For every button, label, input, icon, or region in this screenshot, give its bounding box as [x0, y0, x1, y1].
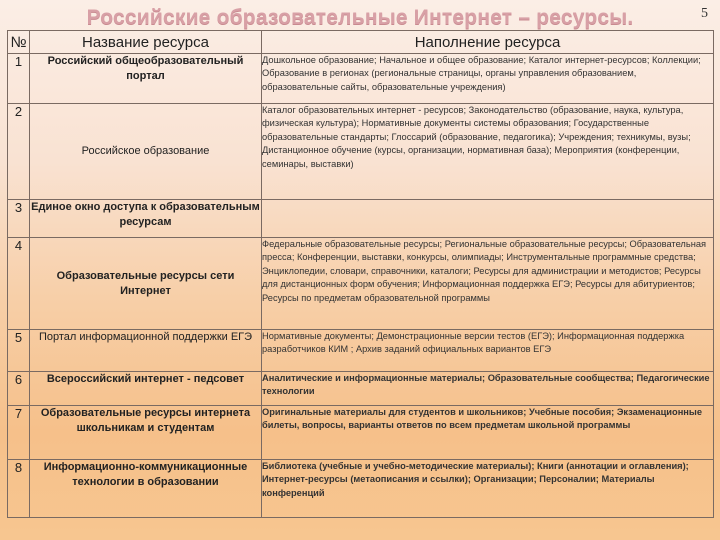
resources-table [7, 30, 714, 518]
resource-content: Оригинальные материалы для студентов и школьников; Учебные пособия; Экзаменационные билеты, вопросы, варианты ответов по всем предметам школьной программы [262, 406, 714, 460]
row-number: 8 [8, 460, 30, 518]
slide-title: Российские образовательные Интернет – ресурсы. [86, 6, 634, 29]
table-row [8, 104, 714, 200]
table-row [8, 330, 714, 372]
resource-name [30, 104, 262, 200]
page-number: 5 [701, 6, 708, 21]
resource-name: Всероссийский интернет - педсовет [30, 372, 262, 406]
header-resource-name: Название ресурса [30, 31, 262, 54]
resource-name: Образовательные ресурсы интернета школьникам и студентам [30, 406, 262, 460]
header-number: № [8, 31, 30, 54]
resource-name-text: Образовательные ресурсы сети Интернет [56, 269, 235, 297]
resource-content: Каталог образовательных интернет - ресурсов; Законодательство (образование, наука, культура, физическая культура); Нормативные документы системы образования; Государственные образовательные стандарты; Глоссарий (образование, педагогика); Учреждения; техникумы, вузы; Дистанционное обучение (курсы, организации, нормативная база); Мероприятия (конференции, семинары, выставки) [262, 104, 714, 200]
row-number: 1 [8, 54, 30, 104]
resource-name: Единое окно доступа к образовательным ресурсам [30, 200, 262, 238]
row-number: 3 [8, 200, 30, 238]
resource-name [30, 238, 262, 330]
table-row [8, 54, 714, 104]
table-row [8, 372, 714, 406]
row-number: 4 [8, 238, 30, 330]
table-row [8, 406, 714, 460]
row-number: 7 [8, 406, 30, 460]
row-number: 2 [8, 104, 30, 200]
table-row [8, 200, 714, 238]
resource-content: Дошкольное образование; Начальное и общее образование; Каталог интернет-ресурсов; Коллекции; Образование в регионах (региональные страницы, органы управления образованием, образовательные сайты, образовательные учреждения) [262, 54, 714, 104]
row-number: 5 [8, 330, 30, 372]
table-row [8, 238, 714, 330]
resource-content [262, 200, 714, 238]
resource-content: Аналитические и информационные материалы; Образовательные сообщества; Педагогические технологии [262, 372, 714, 406]
header-resource-content: Наполнение ресурса [262, 31, 714, 54]
resource-content: Федеральные образовательные ресурсы; Региональные образовательные ресурсы; Образовательная пресса; Конференции, выставки, конкурсы, олимпиады; Инструментальные программные средства; Энциклопедии, словари, справочники, каталоги; Ресурсы для администрации и методистов; Ресурсы для дистанционных форм обучения; Информационная поддержка ЕГЭ; Ресурсы для абитуриентов; Ресурсы по предметам образовательной программы [262, 238, 714, 330]
resource-content: Нормативные документы; Демонстрационные версии тестов (ЕГЭ); Информационная поддержка разработчиков КИМ ; Архив заданий официальных вариантов ЕГЭ [262, 330, 714, 372]
resource-name: Портал информационной поддержки ЕГЭ [30, 330, 262, 372]
table-row [8, 460, 714, 518]
table-header-row [8, 31, 714, 54]
resource-name: Информационно-коммуникационные технологии в образовании [30, 460, 262, 518]
resource-content: Библиотека (учебные и учебно-методические материалы); Книги (аннотации и оглавления); Интернет-ресурсы (метаописания и ссылки); Организации; Персоналии; Материалы конференций [262, 460, 714, 518]
resource-name: Российский общеобразовательный портал [30, 54, 262, 104]
row-number: 6 [8, 372, 30, 406]
resource-name-text: Российское образование [81, 145, 210, 157]
